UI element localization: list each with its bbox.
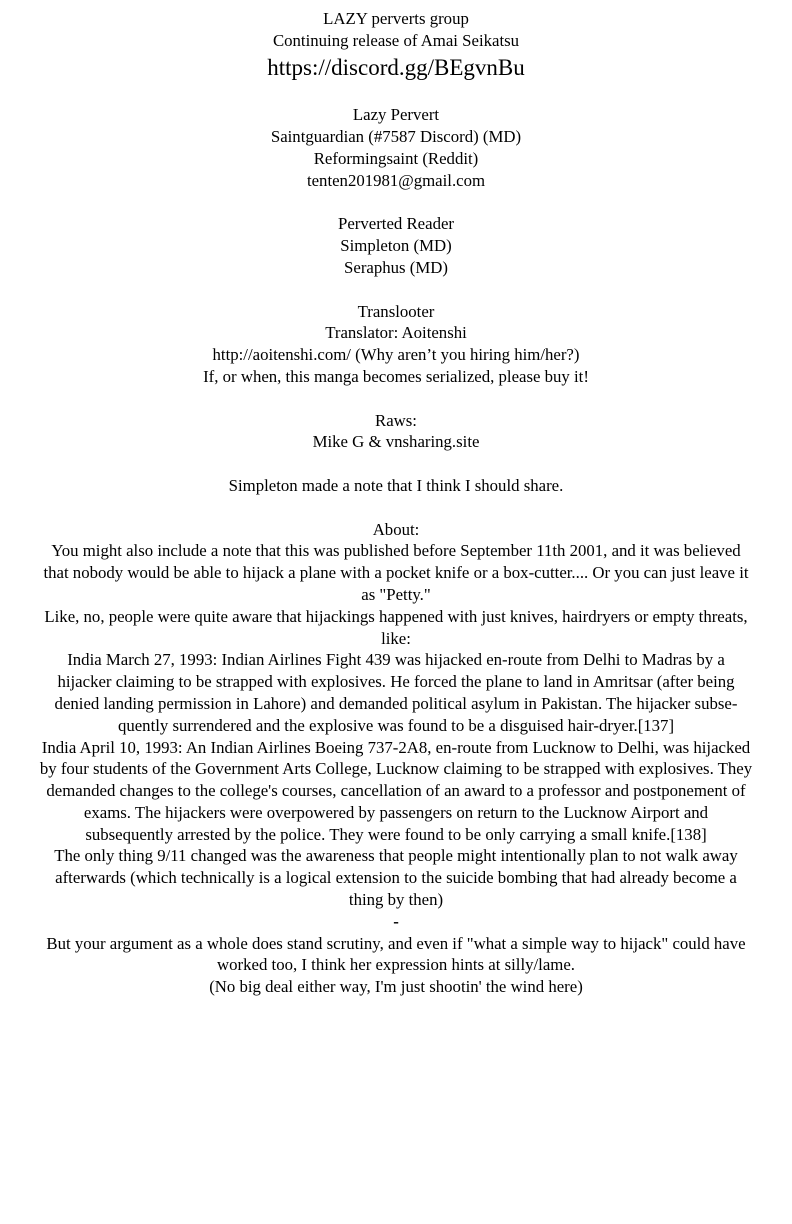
about-line: The only thing 9/11 changed was the awareness that people might intentionally plan to not walk away — [54, 846, 738, 866]
translator-name: Translator: Aoitenshi — [325, 323, 467, 343]
lazy-pervert-discord: Saintguardian (#7587 Discord) (MD) — [270, 127, 522, 147]
lazy-pervert-heading: Lazy Pervert — [352, 105, 440, 125]
about-line: You might also include a note that this was published before September 11th 2001, and it was believed — [51, 541, 741, 561]
about-line: Like, no, people were quite aware that hijackings happened with just knives, hairdryers or empty threats, — [44, 606, 748, 626]
about-line: afterwards (which technically is a logical extension to the suicide bombing that had already become a — [55, 868, 737, 888]
note-intro: Simpleton made a note that I think I should share. — [228, 475, 564, 495]
about-line: worked too, I think her expression hints at silly/lame. — [217, 955, 575, 975]
release-title: Continuing release of Amai Seikatsu — [272, 30, 520, 50]
reader-seraphus: Seraphus (MD) — [344, 257, 448, 277]
about-line: India March 27, 1993: Indian Airlines Fight 439 was hijacked en-route from Delhi to Madras by a — [67, 650, 725, 670]
about-heading: About: — [372, 519, 420, 539]
perverted-reader-heading: Perverted Reader — [337, 214, 454, 234]
about-separator: - — [393, 911, 399, 931]
about-line: that nobody would be able to hijack a plane with a pocket knife or a box-cutter.... Or you can just leave it — [43, 563, 749, 583]
reader-simpleton: Simpleton (MD) — [340, 236, 452, 256]
about-line: exams. The hijackers were overpowered by passengers on return to the Lucknow Airport and — [83, 802, 709, 822]
discord-link[interactable]: https://discord.gg/BEgvnBu — [267, 54, 525, 80]
about-line: subsequently arrested by the police. They were found to be only carrying a small knife.[138] — [85, 824, 707, 844]
translator-link[interactable]: http://aoitenshi.com/ (Why aren’t you hiring him/her?) — [212, 345, 580, 365]
group-name: LAZY perverts group — [323, 9, 469, 28]
about-line: India April 10, 1993: An Indian Airlines Boeing 737-2A8, en-route from Lucknow to Delhi, was hijacked — [41, 737, 751, 757]
about-line: But your argument as a whole does stand scrutiny, and even if "what a simple way to hijack" could have — [46, 933, 746, 953]
about-section — [0, 519, 792, 999]
buy-notice: If, or when, this manga becomes serialized, please buy it! — [203, 366, 589, 386]
about-line: by four students of the Government Arts College, Lucknow claiming to be strapped with explosives. They — [39, 759, 753, 779]
about-line: as "Petty." — [361, 584, 431, 604]
note-intro-section — [0, 475, 792, 497]
about-line: thing by then) — [348, 890, 444, 910]
raws-source: Mike G & vnsharing.site — [312, 432, 480, 452]
lazy-pervert-section — [0, 104, 792, 191]
perverted-reader-section — [0, 213, 792, 278]
about-line: quently surrendered and the explosive was found to be a disguised hair-dryer.[137] — [117, 715, 675, 735]
about-line: denied landing permission in Lahore) and demanded political asylum in Pakistan. The hijacker subse- — [54, 693, 738, 713]
about-line: hijacker claiming to be strapped with explosives. He forced the plane to land in Amritsar (after being — [57, 672, 735, 692]
translooter-section — [0, 301, 792, 388]
about-line: like: — [381, 628, 411, 648]
about-line: demanded changes to the college's courses, cancellation of an award to a professor and postponement of — [46, 781, 746, 801]
about-line: (No big deal either way, I'm just shootin' the wind here) — [209, 977, 583, 997]
lazy-pervert-email[interactable]: tenten201981@gmail.com — [306, 170, 486, 190]
translooter-heading: Translooter — [357, 301, 435, 321]
raws-heading: Raws: — [375, 410, 417, 430]
lazy-pervert-reddit: Reformingsaint (Reddit) — [313, 148, 479, 168]
header-section — [0, 8, 792, 83]
raws-section — [0, 410, 792, 454]
